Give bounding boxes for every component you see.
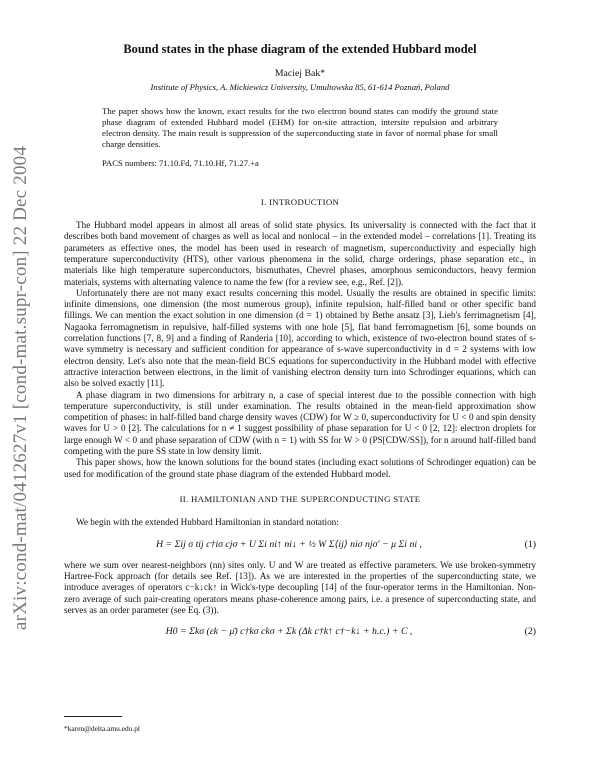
- hamiltonian-body: where we sum over nearest-neighbors (nn) sites only. U and W are treated as effective parameters. We use broken-symmetry Hartree-Fock approach (for details see Ref. [13]). As we are interested in the properties of the superconducting state, we introduce averages of operators c−k↓ck↑ in Wick's-type decoupling [14] of the four-operator terms in the Hamiltonian. Non-zero average of such pair-creating operators means phase-coherence among pairs, i.e. a presence of superconducting state, and serves as an order parameter (see Eq. (3)).: [64, 559, 536, 616]
- intro-paragraph-3: A phase diagram in two dimensions for arbitrary n, a case of special interest due to the possible connection with high temperature superconductivity, is still under examination. The results obtained in the mean-field approximation show competition of phases: in half-filled band charge density waves (CDW) for W ≥ 0, superconductivity for U < 0 and spin density waves for U > 0 [2]. The calculations for n ≠ 1 suggest possibility of phase separation for U < 0 [2, 12]: electron droplets for large enough W < 0 and phase separation of CDW (with n = 1) with SS for W > 0 (PS[CDW/SS]), for n around half-filled band competing with the pure SS state in low density limit.: [64, 389, 536, 457]
- intro-paragraph-1: The Hubbard model appears in almost all areas of solid state physics. Its universality is connected with the fact that it describes both band movement of charges as well as local and nonlocal – in the extended model – correlations [1]. Treating its parameters as effective ones, the model has been used in research of magnetism, superconductivity and especially high temperature superconductivity (HTS), other various phenomena in the solid, charge orderings, phase separation etc., in materials like high temperature superconductors, bismuthates, Chevrel phases, amorphous semiconductors, heavy fermion materials, systems with alternating valence to name the few (for a review see, e.g., Ref. [2]).: [64, 220, 536, 287]
- author-name: Maciej Bak*: [274, 68, 326, 80]
- equation-2-body: H0 = Σkσ (εk − μ̄) c†kσ ckσ + Σk (Δk c†k↑ c†−k↓ + h.c.) + C ,: [165, 626, 413, 638]
- abstract: The paper shows how the known, exact results for the two electron bound states can modify the ground state phase diagram of extended Hubbard model (EHM) for on-site attraction, intersite repulsion and arbitrary electron density. The main result is suppression of the superconducting state in favor of normal phase for small charge densities.: [102, 105, 498, 149]
- footnote-divider: [64, 716, 122, 717]
- equation-1-number: (1): [524, 538, 536, 550]
- arxiv-identifier-stamp: [4, 0, 38, 776]
- equation-2: [64, 626, 536, 637]
- section-heading-introduction: I. INTRODUCTION: [260, 196, 340, 207]
- equation-1-body: H = Σij σ tij c†iσ cjσ + U Σi ni↑ ni↓ + ½ W Σ⟨ij⟩ niσ njσ′ − μ Σi ni ,: [155, 538, 423, 550]
- author-affiliation: Institute of Physics, A. Mickiewicz University, Umultowska 85, 61-614 Poznań, Poland: [150, 81, 450, 92]
- section-heading-hamiltonian: II. HAMILTONIAN AND THE SUPERCONDUCTING STATE: [179, 493, 421, 504]
- arxiv-identifier-text: arXiv:cond-mat/0412627v1 [cond-mat.supr-con] 22 Dec 2004: [10, 145, 31, 631]
- equation-2-number: (2): [524, 626, 536, 638]
- intro-paragraph-2: Unfortunately there are not many exact results concerning this model. Usually the results are obtained in specific limits: infinite dimensions, one dimension (the most numerous group), infinite repulsion, half-filled band or other specific band fillings. We can mention the exact solution in one dimension (d = 1) obtained by Bethe ansatz [3], Lieb's ferrimagnetism [4], Nagaoka ferromagnetism in repulsive, half-filled systems with one hole [5], flat band ferromagnetism [6], some bounds on correlation functions [7, 8, 9] and a finding of Randeria [10], according to which, existence of two-electron bound states of s-wave symmetry is necessary and sufficient condition for appearance of s-wave superconductivity in d = 2 systems with low electron density. Let's also note that the mean-field BCS equations for superconductivity in the Hubbard model with effective attractive interaction between electrons, in the limit of vanishing electron density turn into Schrodinger equations, which can also be solved exactly [11].: [64, 287, 536, 389]
- paper-page: [64, 44, 536, 648]
- paper-title: Bound states in the phase diagram of the extended Hubbard model: [123, 42, 477, 56]
- hamiltonian-intro: We begin with the extended Hubbard Hamiltonian in standard notation:: [76, 517, 339, 528]
- intro-paragraph-4: This paper shows, how the known solutions for the bound states (including exact solutions of Schrodinger equation) can be used for modification of the ground state phase diagram of the extended Hubbard model.: [64, 457, 536, 479]
- footnote-email: *karen@delta.amu.edu.pl: [64, 724, 140, 733]
- equation-1: [64, 539, 536, 550]
- pacs-numbers: PACS numbers: 71.10.Fd, 71.10.Hf, 71.27.+a: [102, 157, 259, 168]
